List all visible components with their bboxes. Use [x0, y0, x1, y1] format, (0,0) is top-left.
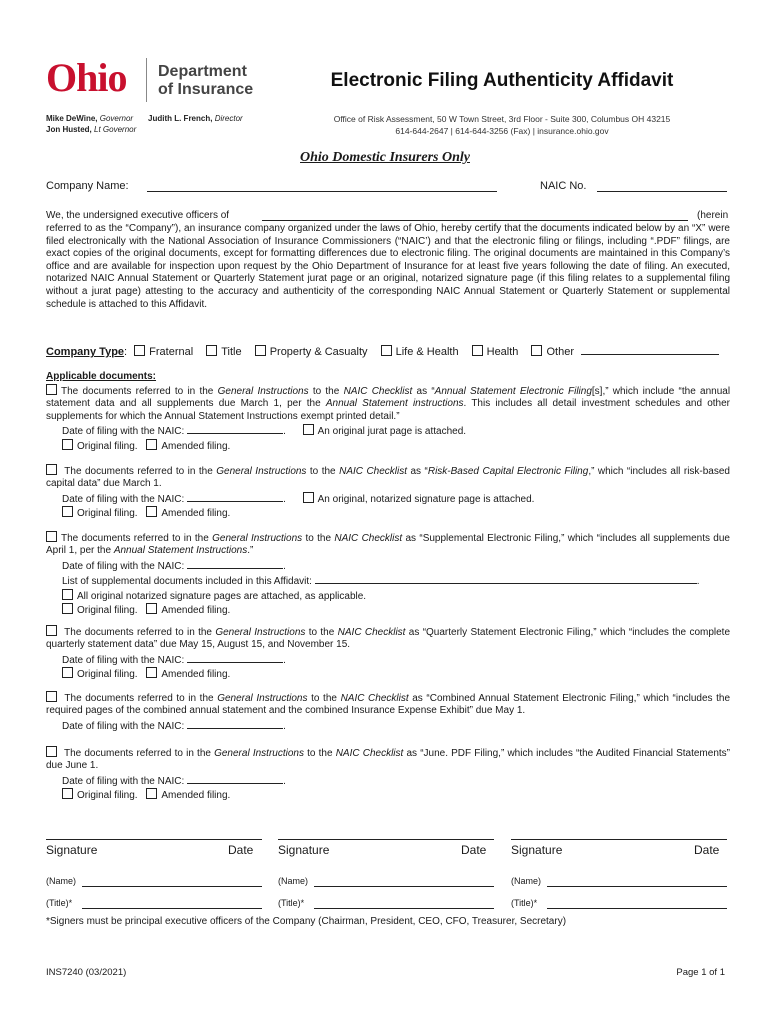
- signers-footnote: *Signers must be principal executive officers of the Company (Chairman, President, CEO, CFO, Treasurer, Secretary): [46, 916, 567, 927]
- title-label-1: (Title)*: [46, 898, 73, 908]
- date-label-1: Date: [228, 843, 254, 857]
- quarterly-checkbox[interactable]: [46, 625, 57, 636]
- dept-line-2: of Insurance: [158, 81, 254, 98]
- title-field-3[interactable]: [547, 908, 727, 909]
- company-type-row: Company Type: Fraternal Title Property & Casualty Life & Health Health Other: [46, 344, 719, 358]
- rbc-amended-checkbox[interactable]: [146, 506, 157, 517]
- other-type-field[interactable]: [581, 344, 719, 355]
- name-label-1: (Name): [46, 876, 77, 886]
- quarterly-amended-checkbox[interactable]: [146, 667, 157, 678]
- subtitle: Ohio Domestic Insurers Only: [300, 150, 470, 165]
- contact-phone: 614-644-2647 | 614-644-3256 (Fax) | insurance.ohio.gov: [395, 126, 609, 136]
- life-health-checkbox[interactable]: [381, 345, 392, 356]
- annual-date-field[interactable]: [187, 423, 283, 434]
- rbc-checkbox[interactable]: [46, 464, 57, 475]
- date-label-2: Date: [461, 843, 487, 857]
- contact-info: [300, 113, 704, 137]
- officials-governors: [46, 113, 136, 135]
- applicable-documents-label: Applicable documents:: [46, 371, 157, 382]
- ohio-logo: Ohio: [46, 55, 127, 100]
- supplemental-original-checkbox[interactable]: [62, 603, 73, 614]
- section-risk-based-capital: The documents referred to in the General Instructions to the NAIC Checklist as “Risk-Based Capital Electronic Filing,” which “includes all risk-based capital data” due March 1. Date of filing with the NAIC: . An original, notarized signature page is attached. Original filing. Amended filing.: [46, 466, 730, 520]
- june-date-field[interactable]: [187, 773, 283, 784]
- section-june-pdf: The documents referred to in the General Instructions to the NAIC Checklist as “June. PDF Filing,” which includes “the Audited Financial Statements” due June 1. Date of filing with the NAIC: . Original filing. Amended filing.: [46, 748, 730, 802]
- rbc-date-field[interactable]: [187, 491, 283, 502]
- life-health-label: Life & Health: [395, 346, 459, 358]
- june-amended-checkbox[interactable]: [146, 788, 157, 799]
- other-label: Other: [546, 346, 574, 358]
- signature-label-3: Signature: [511, 843, 563, 857]
- jurat-attached-checkbox[interactable]: [303, 424, 314, 435]
- title-field-1[interactable]: [82, 908, 262, 909]
- name-label-3: (Name): [511, 876, 542, 886]
- governor-title: Governor: [99, 114, 134, 123]
- department-name: [158, 63, 253, 99]
- combined-date-field[interactable]: [187, 718, 283, 729]
- name-label-2: (Name): [278, 876, 309, 886]
- title-label: Title: [221, 346, 242, 358]
- name-field-3[interactable]: [547, 886, 727, 887]
- rbc-original-checkbox[interactable]: [62, 506, 73, 517]
- property-casualty-label: Property & Casualty: [269, 346, 368, 358]
- health-label: Health: [486, 346, 519, 358]
- name-field-2[interactable]: [314, 886, 494, 887]
- supplemental-checkbox[interactable]: [46, 531, 57, 542]
- quarterly-date-field[interactable]: [187, 652, 283, 663]
- date-label-3: Date: [694, 843, 720, 857]
- other-checkbox[interactable]: [531, 345, 542, 356]
- director-title: Director: [214, 114, 243, 123]
- annual-statement-checkbox[interactable]: [46, 384, 57, 395]
- annual-amended-checkbox[interactable]: [146, 439, 157, 450]
- officers-company-field[interactable]: [262, 220, 688, 221]
- june-original-checkbox[interactable]: [62, 788, 73, 799]
- naic-label: NAIC No.: [540, 180, 587, 192]
- company-name-label: Company Name:: [46, 180, 129, 192]
- lt-governor-title: Lt Governor: [94, 125, 137, 134]
- fraternal-checkbox[interactable]: [134, 345, 145, 356]
- june-pdf-checkbox[interactable]: [46, 746, 57, 757]
- officials-director: [148, 113, 243, 124]
- all-signature-pages-checkbox[interactable]: [62, 589, 73, 600]
- page-number: Page 1 of 1: [676, 967, 725, 978]
- title-label-3: (Title)*: [511, 898, 538, 908]
- property-casualty-checkbox[interactable]: [255, 345, 266, 356]
- supplemental-list-field[interactable]: [315, 573, 697, 584]
- title-field-2[interactable]: [314, 908, 494, 909]
- quarterly-original-checkbox[interactable]: [62, 667, 73, 678]
- director-name: Judith L. French,: [148, 114, 213, 123]
- section-quarterly: The documents referred to in the General Instructions to the NAIC Checklist as “Quarterly Statement Electronic Filing,” which “includes the complete quarterly statement data” due May 15, August 15, and November 15. Date of filing with the NAIC: . Original filing. Amended filing.: [46, 627, 731, 681]
- form-title: Electronic Filing Authenticity Affidavit: [330, 70, 674, 91]
- company-type-label: Company Type: [46, 346, 125, 358]
- signature-line-2[interactable]: [278, 839, 494, 840]
- supplemental-amended-checkbox[interactable]: [146, 603, 157, 614]
- title-checkbox[interactable]: [206, 345, 217, 356]
- signature-page-attached-checkbox[interactable]: [303, 492, 314, 503]
- section-annual-statement: The documents referred to in the General Instructions to the NAIC Checklist as “Annual Statement Electronic Filing[s],” which include “the annual statement data and all supplements due March 1, per the Annual Statement instructions. This includes all detail investment schedules and other supplements for which the Annual Statement Instructions exempt printed detail.” Date of filing with the NAIC: . An original jurat page is attached. Original filing. Amended filing.: [46, 386, 731, 452]
- health-checkbox[interactable]: [472, 345, 483, 356]
- intro-paragraph: referred to as the “Company”), an insurance company organized under the laws of Ohio, hereby certify that the documents indicated below by an “X” were filed electronically with the National Association of Insurance Commissioners (“NAIC’) and that the electronic filing or filings, including “.PDF” filings, are exact copies of the original documents, except for formatting differences due to electronic filing. The original documents are maintained in this Company’s office and are available for inspection upon request by the Ohio Department of Insurance for at least five years following the date of filing. An executed, notarized NAIC Annual Statement or Quarterly Statement jurat page or an original, notarized signature page (if this filing relates to a supplemental filing without a jurat page) attesting to the accuracy and authenticity of the corresponding NAIC Annual Statement or Quarterly Statement or supplemental schedule is attached to this Affidavit.: [46, 223, 730, 310]
- governor-name: Mike DeWine,: [46, 114, 98, 123]
- name-field-1[interactable]: [82, 886, 262, 887]
- signature-label-1: Signature: [46, 843, 98, 857]
- dept-line-1: Department: [158, 63, 247, 80]
- intro-start: We, the undersigned executive officers of: [46, 210, 230, 221]
- fraternal-label: Fraternal: [149, 346, 194, 358]
- annual-original-checkbox[interactable]: [62, 439, 73, 450]
- supplemental-date-field[interactable]: [187, 558, 283, 569]
- signature-line-3[interactable]: [511, 839, 727, 840]
- company-name-field[interactable]: [147, 191, 497, 192]
- title-label-2: (Title)*: [278, 898, 305, 908]
- signature-label-2: Signature: [278, 843, 330, 857]
- naic-number-field[interactable]: [597, 191, 727, 192]
- lt-governor-name: Jon Husted,: [46, 125, 92, 134]
- section-combined-annual: The documents referred to in the General Instructions to the NAIC Checklist as “Combined Annual Statement Electronic Filing,” which “includes the required pages of the combined annual statement and the combined Insurance Expense Exhibit” due May 1. Date of filing with the NAIC: .: [46, 693, 731, 732]
- intro-herein: (herein: [697, 210, 729, 221]
- section-supplemental: The documents referred to in the General Instructions to the NAIC Checklist as “Supplemental Electronic Filing,” which “includes all supplements due April 1, per the Annual Statement Instructions.” Date of filing with the NAIC: . List of supplemental documents included in this Affidavit: . All original notarized signature pages are attached, as applicable. Original filing. Amended filing.: [46, 533, 730, 617]
- form-number: INS7240 (03/2021): [46, 967, 127, 978]
- logo-divider: [146, 58, 147, 102]
- contact-address: Office of Risk Assessment, 50 W Town Street, 3rd Floor - Suite 300, Columbus OH 43215: [333, 114, 671, 124]
- signature-line-1[interactable]: [46, 839, 262, 840]
- combined-checkbox[interactable]: [46, 691, 57, 702]
